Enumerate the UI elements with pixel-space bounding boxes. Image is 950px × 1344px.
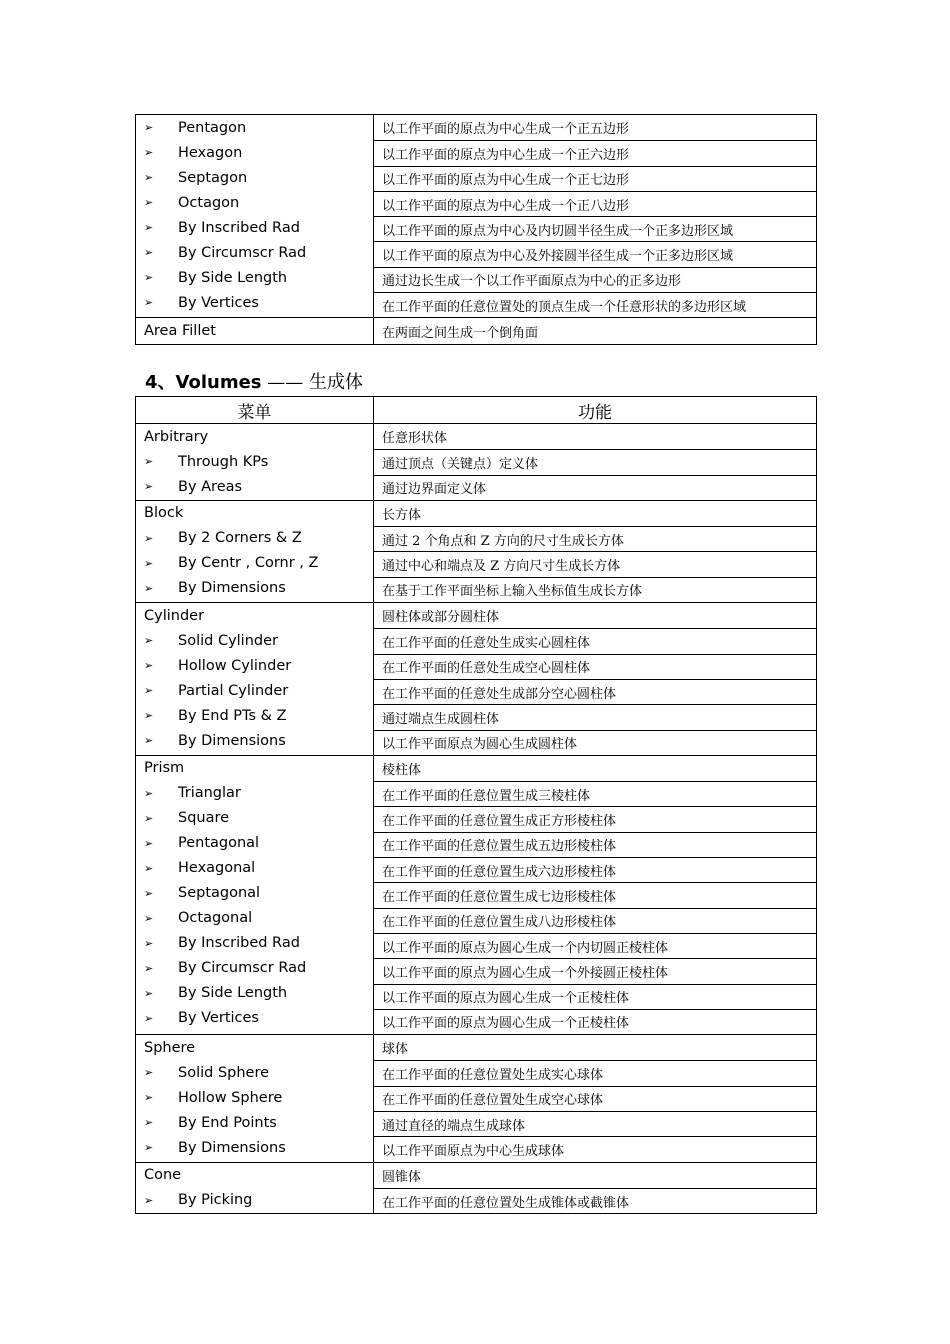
section-dash: ——: [267, 372, 304, 393]
function-cell: [374, 1035, 816, 1161]
menu-item-by-end-pts-z: [136, 703, 373, 728]
function-description: 在工作平面的任意位置处生成空心球体: [374, 1086, 816, 1111]
menu-item-label: By Side Length: [178, 985, 288, 1002]
arrow-bullet-icon: ➢: [144, 811, 154, 825]
function-description: 在工作平面的任意位置处生成锥体或截锥体: [374, 1188, 816, 1213]
function-description: 在工作平面的任意处生成空心圆柱体: [374, 654, 816, 679]
menu-item-hollow-cylinder: [136, 653, 373, 678]
menu-item-label: Square: [178, 810, 230, 827]
header-function: 功能: [578, 402, 612, 423]
menu-item-by-side-length: [136, 981, 373, 1006]
menu-item-label: Trianglar: [178, 785, 241, 802]
menu-item-pentagon: [136, 115, 373, 140]
arrow-bullet-icon: ➢: [144, 961, 154, 975]
function-description: 通过直径的端点生成球体: [374, 1111, 816, 1136]
menu-item-septagonal: [136, 881, 373, 906]
section-number: 4、: [145, 372, 176, 393]
arrow-bullet-icon: ➢: [144, 455, 154, 468]
menu-item-label: Hollow Cylinder: [178, 657, 292, 674]
function-description: 圆柱体或部分圆柱体: [382, 610, 500, 626]
menu-cell: [136, 756, 374, 1034]
arrow-bullet-icon: ➢: [144, 196, 154, 209]
menu-item-by-dimensions: [136, 728, 373, 753]
function-description: 棱柱体: [382, 763, 422, 778]
menu-item-block: [136, 501, 373, 526]
function-description: 以工作平面原点为圆心生成圆柱体: [374, 730, 816, 755]
menu-item-cone: [136, 1163, 373, 1188]
menu-cell: [136, 424, 374, 500]
menu-item-octagon: [136, 190, 373, 215]
menu-item-label: By Inscribed Rad: [178, 935, 300, 952]
arrow-bullet-icon: ➢: [144, 1011, 154, 1025]
table-group: [136, 1162, 816, 1214]
menu-item-hexagonal: [136, 856, 373, 881]
menu-item-trianglar: [136, 781, 373, 806]
function-description: 以工作平面的原点为中心及外接圆半径生成一个正多边形区域: [374, 241, 816, 266]
menu-item-by-circumscr-rad: [136, 240, 373, 265]
arrow-bullet-icon: ➢: [144, 480, 154, 493]
menu-cell: [136, 603, 374, 755]
function-description: 在工作平面的任意位置生成三棱柱体: [374, 781, 816, 806]
arrow-bullet-icon: ➢: [144, 1091, 154, 1105]
function-description: 通过 2 个角点和 Z 方向的尺寸生成长方体: [374, 526, 816, 551]
menu-item-by-side-length: [136, 265, 373, 290]
menu-item-label: By Side Length: [178, 269, 288, 286]
menu-item-label: Solid Cylinder: [178, 632, 278, 649]
menu-item-solid-sphere: [136, 1060, 373, 1085]
section-subtitle: 生成体: [308, 372, 363, 393]
function-description: 在工作平面的任意位置生成七边形棱柱体: [374, 882, 816, 907]
function-description: 以工作平面的原点为中心生成一个正七边形: [374, 166, 816, 191]
menu-item-label: Prism: [144, 760, 185, 777]
function-description: 在工作平面的任意位置处生成实心球体: [374, 1060, 816, 1085]
arrow-bullet-icon: ➢: [144, 1141, 154, 1155]
table-header: [136, 397, 816, 423]
menu-item-label: By Dimensions: [178, 1139, 286, 1156]
menu-item-label: Arbitrary: [144, 428, 209, 445]
menu-cell: [136, 1035, 374, 1161]
menu-item-by-2-corners-z: [136, 526, 373, 551]
section-title: Volumes: [175, 372, 262, 393]
menu-item-by-picking: [136, 1188, 373, 1213]
arrow-bullet-icon: ➢: [144, 861, 154, 875]
arrow-bullet-icon: ➢: [144, 734, 154, 748]
menu-item-label: Solid Sphere: [178, 1064, 270, 1081]
arrow-bullet-icon: ➢: [144, 634, 154, 648]
menu-item-by-dimensions: [136, 1135, 373, 1160]
menu-item-label: Septagonal: [178, 885, 261, 902]
function-description: 通过顶点（关键点）定义体: [374, 449, 816, 474]
table-group: [136, 500, 816, 602]
menu-item-solid-cylinder: [136, 628, 373, 653]
menu-item-label: By Areas: [178, 478, 243, 495]
menu-item-by-vertices: [136, 290, 373, 315]
menu-cell: [136, 501, 374, 602]
menu-item-label: Hollow Sphere: [178, 1089, 283, 1106]
arrow-bullet-icon: ➢: [144, 121, 154, 134]
function-description: 在工作平面的任意位置生成五边形棱柱体: [374, 832, 816, 857]
arrow-bullet-icon: ➢: [144, 836, 154, 850]
menu-item-arbitrary: [136, 424, 373, 449]
arrow-bullet-icon: ➢: [144, 709, 154, 723]
menu-item-area-fillet: [136, 318, 373, 343]
function-description: 通过边界面定义体: [374, 475, 816, 500]
menu-item-label: Sphere: [144, 1039, 196, 1056]
function-cell: [374, 603, 816, 755]
function-description: 以工作平面的原点为中心生成一个正六边形: [374, 140, 816, 165]
menu-cell: [136, 318, 374, 343]
table-group: [136, 755, 816, 1034]
menu-item-label: Hexagonal: [178, 860, 256, 877]
arrow-bullet-icon: ➢: [144, 1193, 154, 1207]
menu-item-label: By Vertices: [178, 294, 259, 311]
menu-item-hexagon: [136, 140, 373, 165]
polygon-options-table: [135, 114, 817, 345]
table-group: [136, 423, 816, 500]
arrow-bullet-icon: ➢: [144, 581, 154, 595]
arrow-bullet-icon: ➢: [144, 531, 154, 545]
function-description: 任意形状体: [382, 431, 448, 447]
function-description: 以工作平面的原点为中心生成一个正八边形: [374, 191, 816, 216]
menu-item-label: By Circumscr Rad: [178, 960, 307, 977]
function-cell: [374, 501, 816, 602]
menu-item-octagonal: [136, 906, 373, 931]
menu-item-label: Cone: [144, 1167, 182, 1184]
arrow-bullet-icon: ➢: [144, 684, 154, 698]
menu-item-cylinder: [136, 603, 373, 628]
menu-item-pentagonal: [136, 831, 373, 856]
function-cell: [374, 1163, 816, 1214]
menu-item-label: Through KPs: [178, 453, 269, 470]
function-description: 在基于工作平面坐标上输入坐标值生成长方体: [374, 577, 816, 602]
menu-item-label: By Vertices: [178, 1010, 259, 1027]
function-description: 以工作平面的原点为圆心生成一个内切圆正棱柱体: [374, 933, 816, 958]
table-group: [136, 602, 816, 755]
arrow-bullet-icon: ➢: [144, 886, 154, 900]
menu-item-label: By Dimensions: [178, 580, 286, 597]
function-description: 通过端点生成圆柱体: [374, 704, 816, 729]
function-description: 圆锥体: [382, 1169, 422, 1185]
menu-item-label: Area Fillet: [144, 322, 216, 339]
arrow-bullet-icon: ➢: [144, 556, 154, 570]
menu-item-by-dimensions: [136, 576, 373, 601]
arrow-bullet-icon: ➢: [144, 296, 154, 309]
function-description: 通过边长生成一个以工作平面原点为中心的正多边形: [374, 267, 816, 292]
function-description: 以工作平面的原点为中心生成一个正五边形: [382, 122, 630, 138]
arrow-bullet-icon: ➢: [144, 936, 154, 950]
section-heading: [145, 368, 363, 394]
header-menu: 菜单: [136, 397, 374, 423]
arrow-bullet-icon: ➢: [144, 146, 154, 159]
menu-item-label: Octagonal: [178, 910, 253, 927]
menu-cell: [136, 115, 374, 317]
menu-item-by-inscribed-rad: [136, 215, 373, 240]
function-cell: [374, 318, 816, 343]
arrow-bullet-icon: ➢: [144, 221, 154, 234]
menu-item-label: By Inscribed Rad: [178, 219, 300, 236]
function-cell: [374, 756, 816, 1034]
menu-item-label: Hexagon: [178, 144, 243, 161]
function-description: 以工作平面的原点为中心及内切圆半径生成一个正多边形区域: [374, 216, 816, 241]
arrow-bullet-icon: ➢: [144, 986, 154, 1000]
menu-item-label: Pentagon: [178, 119, 247, 136]
function-cell: [374, 115, 816, 317]
menu-item-label: By Picking: [178, 1192, 253, 1209]
menu-item-label: By End Points: [178, 1114, 277, 1131]
table-group: [136, 1034, 816, 1161]
function-description: 在工作平面的任意位置处的顶点生成一个任意形状的多边形区域: [374, 292, 816, 317]
menu-item-by-vertices: [136, 1006, 373, 1031]
arrow-bullet-icon: ➢: [144, 171, 154, 184]
function-description: 在工作平面的任意处生成实心圆柱体: [374, 628, 816, 653]
function-description: 以工作平面的原点为圆心生成一个正棱柱体: [374, 984, 816, 1009]
function-description: 在工作平面的任意位置生成正方形棱柱体: [374, 806, 816, 831]
table-group: [136, 115, 816, 317]
arrow-bullet-icon: ➢: [144, 1116, 154, 1130]
menu-item-square: [136, 806, 373, 831]
menu-item-by-areas: [136, 474, 373, 499]
arrow-bullet-icon: ➢: [144, 271, 154, 284]
menu-item-partial-cylinder: [136, 678, 373, 703]
menu-item-by-inscribed-rad: [136, 931, 373, 956]
function-cell: [374, 424, 816, 500]
arrow-bullet-icon: ➢: [144, 1066, 154, 1080]
menu-item-sphere: [136, 1035, 373, 1060]
function-description: 长方体: [382, 508, 422, 524]
menu-item-label: By 2 Corners & Z: [178, 530, 302, 547]
menu-item-label: By Centr , Cornr , Z: [178, 555, 319, 572]
menu-item-hollow-sphere: [136, 1085, 373, 1110]
function-description: 以工作平面的原点为圆心生成一个外接圆正棱柱体: [374, 958, 816, 983]
function-description: 球体: [382, 1042, 409, 1058]
menu-item-label: Cylinder: [144, 607, 205, 624]
menu-item-label: Septagon: [178, 169, 248, 186]
arrow-bullet-icon: ➢: [144, 786, 154, 800]
function-description: 在工作平面的任意位置生成六边形棱柱体: [374, 857, 816, 882]
function-description: 在工作平面的任意处生成部分空心圆柱体: [374, 679, 816, 704]
menu-item-label: By End PTs & Z: [178, 707, 287, 724]
function-description: 通过中心和端点及 Z 方向尺寸生成长方体: [374, 551, 816, 576]
menu-item-label: Partial Cylinder: [178, 682, 289, 699]
menu-item-label: By Circumscr Rad: [178, 244, 307, 261]
menu-item-prism: [136, 756, 373, 781]
menu-item-septagon: [136, 165, 373, 190]
arrow-bullet-icon: ➢: [144, 659, 154, 673]
menu-item-through-kps: [136, 449, 373, 474]
function-description: 在工作平面的任意位置生成八边形棱柱体: [374, 908, 816, 933]
menu-item-by-circumscr-rad: [136, 956, 373, 981]
function-description: 以工作平面原点为中心生成球体: [374, 1136, 816, 1161]
function-description: 以工作平面的原点为圆心生成一个正棱柱体: [374, 1009, 816, 1034]
volumes-table: [135, 396, 817, 1214]
table-group: [136, 317, 816, 343]
arrow-bullet-icon: ➢: [144, 246, 154, 259]
menu-item-by-end-points: [136, 1110, 373, 1135]
arrow-bullet-icon: ➢: [144, 911, 154, 925]
menu-item-label: By Dimensions: [178, 732, 286, 749]
menu-item-label: Octagon: [178, 194, 240, 211]
menu-item-by-centr-cornr-z: [136, 551, 373, 576]
menu-item-label: Pentagonal: [178, 835, 260, 852]
menu-item-label: Block: [144, 505, 184, 522]
menu-cell: [136, 1163, 374, 1214]
function-description: 在两面之间生成一个倒角面: [382, 325, 539, 341]
